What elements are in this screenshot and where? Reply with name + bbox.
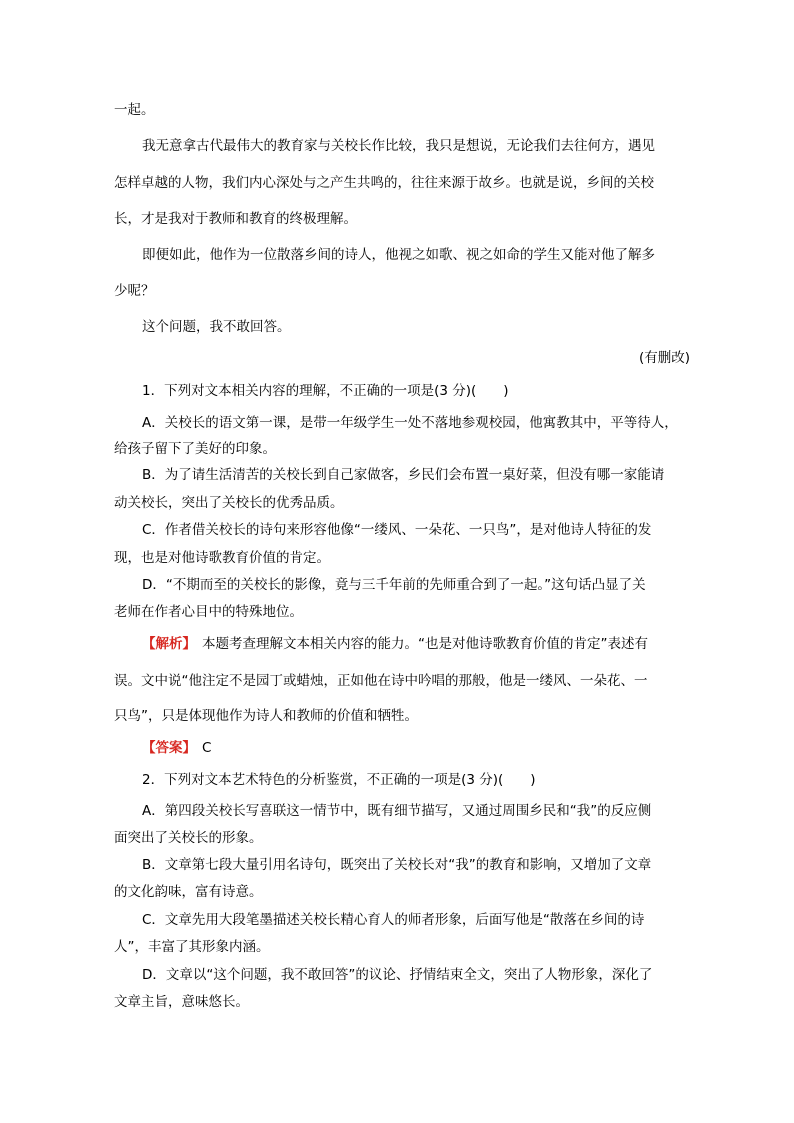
q2-option-c: C．文章先用大段笔墨描述关校长精心育人的师者形象，后面写他是“散落在乡间的诗: [142, 912, 645, 928]
q1-option-b-cont: 动关校长，突出了关校长的优秀品质。: [114, 495, 344, 511]
q2-option-a-cont: 面突出了关校长的形象。: [114, 830, 263, 846]
q1-option-c: C．作者借关校长的诗句来形容他像“一缕风、一朵花、一只鸟”，是对他诗人特征的发: [142, 522, 652, 538]
q2-option-a: A．第四段关校长写喜联这一情节中，既有细节描写，又通过周围乡民和“我”的反应侧: [142, 803, 652, 819]
q1-option-a-cont: 给孩子留下了美好的印象。: [114, 441, 276, 457]
q1-option-b: B．为了请生活清苦的关校长到自己家做客，乡民们会布置一桌好菜，但没有哪一家能请: [142, 467, 665, 483]
answer-tag: 【答案】: [142, 740, 196, 756]
passage-line: 怎样卓越的人物，我们内心深处与之产生共鸣的，往往来源于故乡。也就是说，乡间的关校: [114, 175, 654, 191]
question-1-stem: 1．下列对文本相关内容的理解，不正确的一项是(3 分)( ): [142, 383, 509, 399]
q1-option-d-cont: 老师在作者心目中的特殊地位。: [114, 604, 303, 620]
q1-analysis-cont: 误。文中说“他注定不是园丁或蜡烛，正如他在诗中吟唱的那般，他是一缕风、一朵花、一: [114, 673, 648, 689]
passage-line: 长，才是我对于教师和教育的终极理解。: [114, 211, 357, 227]
q1-analysis-cont: 只鸟”，只是体现他作为诗人和教师的价值和牺牲。: [114, 708, 418, 724]
source-note: (有删改): [638, 350, 690, 366]
q2-option-b-cont: 的文化韵味，富有诗意。: [114, 884, 263, 900]
passage-line: 我无意拿古代最伟大的教育家与关校长作比较，我只是想说，无论我们去往何方，遇见: [142, 138, 655, 154]
q1-option-d: D．“不期而至的关校长的影像，竟与三千年前的先师重合到了一起。”这句话凸显了关: [142, 577, 646, 593]
analysis-tag: 【解析】: [142, 636, 196, 652]
passage-line: 少呢？: [114, 283, 155, 299]
q2-option-c-cont: 人”，丰富了其形象内涵。: [114, 939, 270, 955]
q1-option-c-cont: 现，也是对他诗歌教育价值的肯定。: [114, 550, 330, 566]
q2-option-b: B．文章第七段大量引用名诗句，既突出了关校长对“我”的教育和影响，又增加了文章: [142, 857, 652, 873]
q1-analysis: [142, 635, 648, 653]
q2-option-d-cont: 文章主旨，意味悠长。: [114, 994, 249, 1010]
passage-line: 一起。: [114, 102, 155, 118]
answer-value: C: [202, 740, 212, 756]
q1-option-a: A．关校长的语文第一课，是带一年级学生一处不落地参观校园，他寓教其中，平等待人，: [142, 415, 678, 431]
analysis-text: 本题考查理解文本相关内容的能力。“也是对他诗歌教育价值的肯定”表述有: [202, 636, 648, 652]
passage-line: 这个问题，我不敢回答。: [142, 319, 291, 335]
question-2-stem: 2．下列对文本艺术特色的分析鉴赏，不正确的一项是(3 分)( ): [142, 772, 536, 788]
q2-option-d: D．文章以“这个问题，我不敢回答”的议论、抒情结束全文，突出了人物形象，深化了: [142, 967, 653, 983]
q1-answer: [142, 739, 211, 757]
passage-line: 即便如此，他作为一位散落乡间的诗人，他视之如歌、视之如命的学生又能对他了解多: [142, 247, 655, 263]
